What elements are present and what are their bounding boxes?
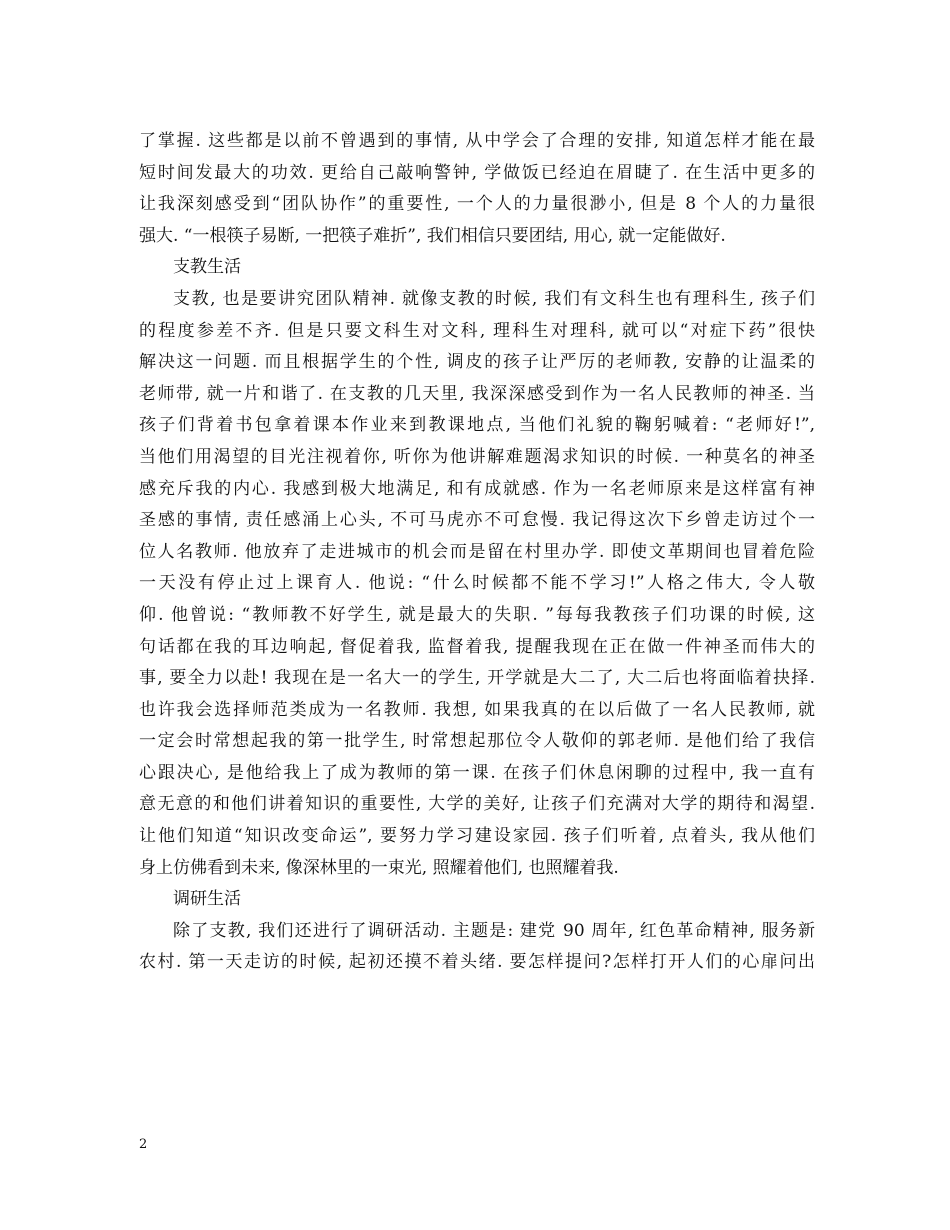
text-line: 一定会时常想起我的第一批学生, 时常想起那位令人敬仰的郭老师. 是他们给了我信 xyxy=(139,731,815,752)
text-line: 当他们用渴望的目光注视着你, 听你为他讲解难题渴求知识的时候. 一种莫名的神圣 xyxy=(139,446,815,467)
text-line: 意无意的和他们讲着知识的重要性, 大学的美好, 让孩子们充满对大学的期待和渴望. xyxy=(139,794,815,815)
text-line: 位人名教师. 他放弃了走进城市的机会而是留在村里办学. 即使文革期间也冒着危险 xyxy=(139,541,815,562)
text-line: 短时间发最大的功效. 更给自己敲响警钟, 学做饭已经迫在眉睫了. 在生活中更多的 xyxy=(139,162,815,183)
text-line: 农村. 第一天走访的时候, 起初还摸不着头绪. 要怎样提问?怎样打开人们的心扉问出 xyxy=(139,952,815,973)
document-body xyxy=(139,126,815,979)
text-line: 解决这一问题. 而且根据学生的个性, 调皮的孩子让严厉的老师教, 安静的让温柔的 xyxy=(139,352,815,373)
text-line: 心跟决心, 是他给我上了成为教师的第一课. 在孩子们休息闲聊的过程中, 我一直有 xyxy=(139,762,815,783)
text-line: 除了支教, 我们还进行了调研活动. 主题是: 建党 90 周年, 红色革命精神, 服务新 xyxy=(173,920,815,941)
text-line: 老师带, 就一片和谐了. 在支教的几天里, 我深深感受到作为一名人民教师的神圣. 当 xyxy=(139,383,815,404)
text-line: 仰. 他曾说: “教师教不好学生, 就是最大的失职. ”每每我教孩子们功课的时候, 这 xyxy=(139,604,815,625)
text-line: 强大. “一根筷子易断, 一把筷子难折”, 我们相信只要团结, 用心, 就一定能做好. xyxy=(139,225,726,246)
text-line: 句话都在我的耳边响起, 督促着我, 监督着我, 提醒我现在正在做一件神圣而伟大的 xyxy=(139,636,815,657)
section-heading-research: 调研生活 xyxy=(173,889,241,910)
text-line: 支教, 也是要讲究团队精神. 就像支教的时候, 我们有文科生也有理科生, 孩子们 xyxy=(173,288,815,309)
text-line: 了掌握. 这些都是以前不曾遇到的事情, 从中学会了合理的安排, 知道怎样才能在最 xyxy=(139,131,815,151)
text-line: 感充斥我的内心. 我感到极大地满足, 和有成就感. 作为一名老师原来是这样富有神 xyxy=(139,478,815,499)
text-line: 孩子们背着书包拿着课本作业来到教课地点, 当他们礼貌的鞠躬喊着: “老师好!”, xyxy=(139,415,815,436)
text-line: 也许我会选择师范类成为一名教师. 我想, 如果我真的在以后做了一名人民教师, 就 xyxy=(139,699,815,720)
text-line: 圣感的事情, 责任感涌上心头, 不可马虎亦不可怠慢. 我记得这次下乡曾走访过个一 xyxy=(139,510,815,531)
section-heading-teaching: 支教生活 xyxy=(173,257,241,278)
text-line: 一天没有停止过上课育人. 他说: “什么时候都不能不学习!”人格之伟大, 令人敬 xyxy=(139,573,815,594)
text-line: 身上仿佛看到未来, 像深林里的一束光, 照耀着他们, 也照耀着我. xyxy=(139,857,619,878)
text-line: 让我深刻感受到“团队协作”的重要性, 一个人的力量很渺小, 但是 8 个人的力量很 xyxy=(139,194,815,215)
text-line: 的程度参差不齐. 但是只要文科生对文科, 理科生对理科, 就可以“对症下药”很快 xyxy=(139,320,815,341)
text-line: 事, 要全力以赴! 我现在是一名大一的学生, 开学就是大二了, 大二后也将面临着抉择. xyxy=(139,668,815,689)
page-number: 2 xyxy=(139,1137,148,1152)
text-line: 让他们知道“知识改变命运”, 要努力学习建设家园. 孩子们听着, 点着头, 我从他们 xyxy=(139,826,815,847)
